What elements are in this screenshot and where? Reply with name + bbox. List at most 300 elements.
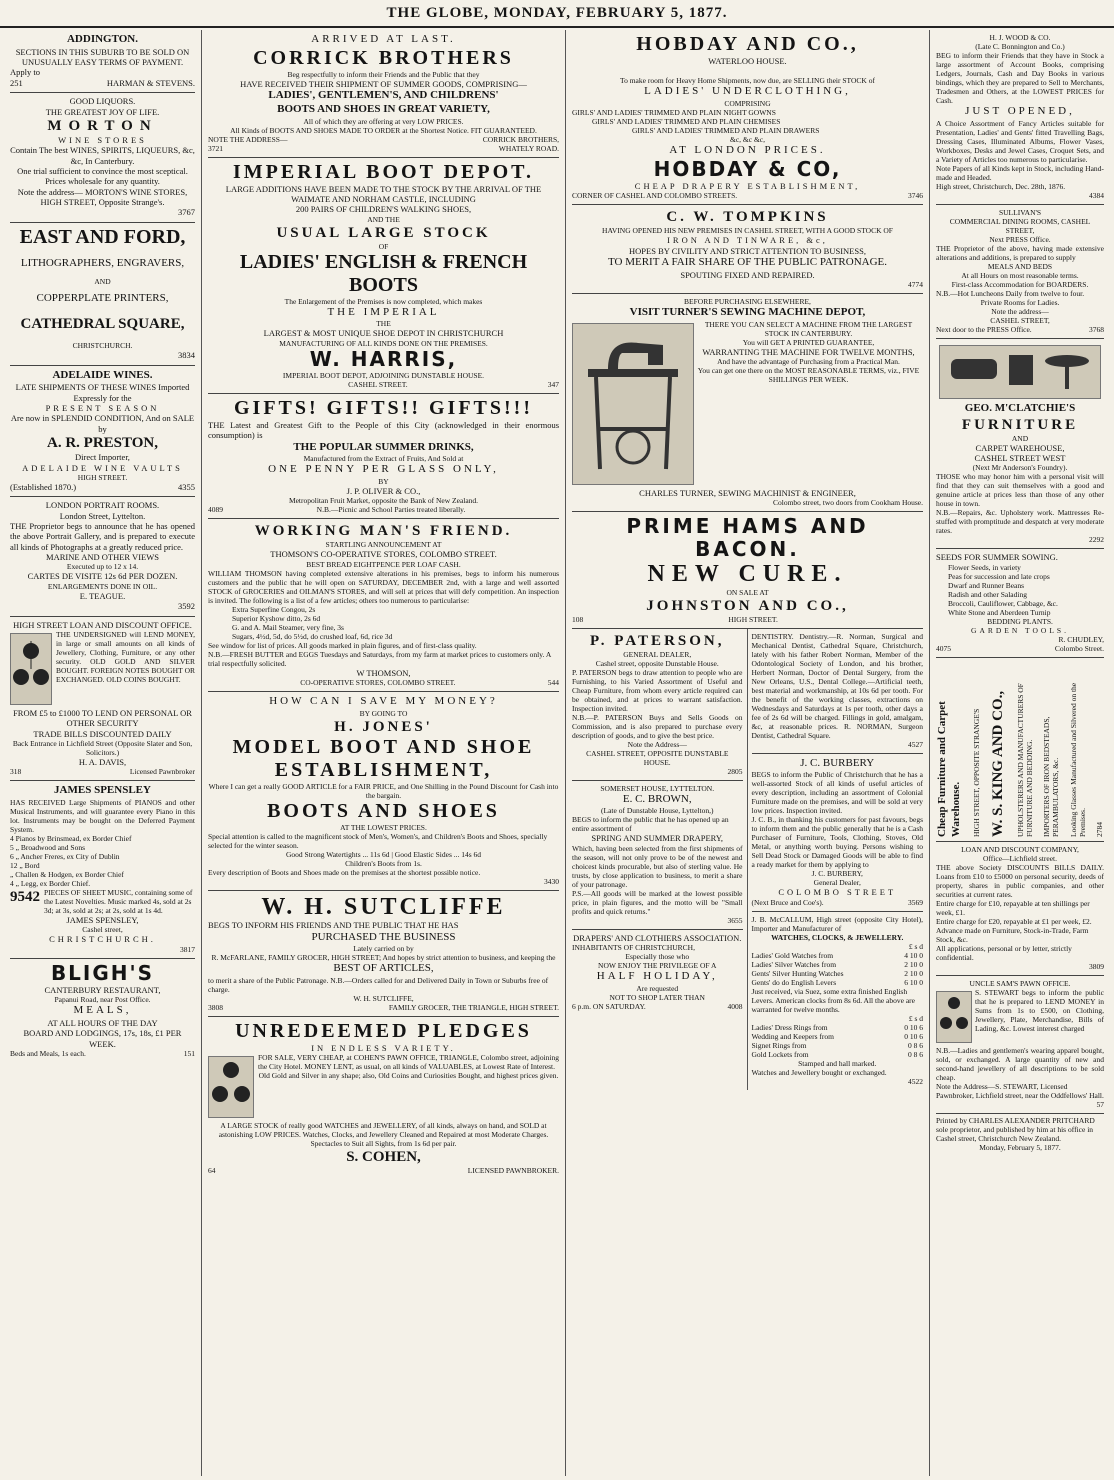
ad-blighs [10,959,195,1062]
ad-name: W THOMSON, [356,667,411,678]
ad-office: Office—Lichfield street. [983,853,1057,863]
ad-role: General Dealer, [813,878,861,888]
ad-name: J. P. OLIVER & CO., [346,486,421,497]
ad-intro: Beg respectfully to inform their Friends and the Public that they [287,69,480,79]
table-row: Ladies' Gold Watches from 4 10 0 [751,950,923,960]
ad-body: THE Proprietor of the above, having made extensive alterations and additions, is prepared to supply [936,243,1104,262]
ad-spring: SPRING AND SUMMER DRAPERY, [591,833,724,844]
ad-the-imperial: THE IMPERIAL [327,305,440,318]
ad-largest: LARGEST & MOST UNIQUE SHOE DEPOT IN CHRISTCHURCH [263,328,504,339]
table-row: Gents' do do English Levers 6 10 0 [751,977,923,987]
ad-usual: USUAL LARGE STOCK [276,224,491,241]
ad-title: LONDON PORTRAIT ROOMS. [45,500,160,511]
ad-address: IMPERIAL BOOT DEPOT, ADJOINING DUNSTABLE HOUSE. [282,370,485,380]
ad-before: BEFORE PURCHASING ELSEWHERE, [684,297,811,307]
ad-turner [572,294,923,512]
ad-bedding: BEDDING PLANTS. [987,616,1053,626]
ad-established: (Established 1870.) [10,481,77,492]
list-item: Radish and other Salading [948,589,1027,599]
ad-cheap: CHEAP DRAPERY ESTABLISHMENT, [634,180,861,191]
ad-note: NOTE THE ADDRESS— [208,134,288,144]
list-item: „ Challen & Hodgen, ex Border Chief [10,870,124,880]
ad-just: Just received, via Suez, some extra finished English Levers. American clocks from 8s 6d. All the above are warranted for twelve months. [751,986,915,1014]
ad-select: THERE YOU CAN SELECT A MACHINE FROM THE LARGEST STOCK IN CANTERBURY. [704,319,913,338]
ad-hours: At all Hours on most reasonable terms. [961,270,1079,280]
ad-bread: BEST BREAD EIGHTPENCE PER LOAF CASH. [306,559,461,569]
ad-somerset [572,781,743,930]
ad-beds: Beds and Meals, 1s each. [10,1048,86,1058]
ad-not: NOT TO SHOP LATER THAN [609,992,705,1002]
ad-road: WHATELY ROAD. [498,143,559,153]
ad-meals: MEALS, [73,1004,132,1017]
ad-enlargement: The Enlargement of the Premises is now completed, which makes [284,296,483,306]
ad-hours: AT ALL HOURS OF THE DAY [47,1017,158,1028]
table-row: Gents' Silver Hunting Watches 2 10 0 [751,968,923,978]
ad-question: HOW CAN I SAVE MY MONEY? [269,695,498,708]
ad-title: Cheap Furniture and Carpet Warehouse. [936,700,962,837]
ad-body: J. B. McCALLUM, High street (opposite City Hotel), Importer and Manufacturer of [751,914,923,933]
ad-pairs: 200 PAIRS OF CHILDREN'S WALKING SHOES, [295,204,472,215]
ad-london: AT LONDON PRICES. [669,144,826,157]
ad-meals: MEALS AND BEDS [987,261,1053,271]
ad-market: Metropolitan Fruit Market, opposite the Bank of New Zealand. [288,496,479,506]
ad-views: MARINE AND OTHER VIEWS [46,552,159,563]
imprint-date: Monday, February 5, 1877. [979,1142,1061,1152]
ad-corner: CORNER OF CASHEL AND COLOMBO STREETS. [572,191,738,201]
price-table-2 [752,1023,924,1059]
ad-number: 3655 [727,915,743,925]
column-1 [4,30,202,1476]
ad-norman [752,629,924,754]
ad-title: UNCLE SAM'S PAWN OFFICE. [969,978,1071,988]
ad-number: 57 [1096,1099,1104,1109]
ad-body: THE Latest and Greatest Gift to the People of this City (acknowledged in their enormous consumption) is [208,419,559,441]
price-table [752,951,924,987]
ad-title: SEEDS FOR SUMMER SOWING. [936,552,1058,563]
ad-importers: IMPORTERS OF IRON BEDSTEADS, PERAMBULATORS, &c. [1042,716,1061,837]
ad-of: OF [378,241,389,251]
ad-and: AND [94,276,111,286]
ad-number: 3721 [208,143,223,153]
column-2 [202,30,566,1476]
ad-previous: R. McFARLANE, FAMILY GROCER, HIGH STREET; And hopes by strict attention to business, and keeping the [211,953,556,963]
ad-season: PRESENT SEASON [45,403,160,414]
ad-title: ADELAIDE WINES. [52,368,153,381]
ad-address: CASHEL STREET, [990,315,1050,325]
ad-vaults: ADELAIDE WINE VAULTS [22,462,183,473]
list-item: 5 „ Broadwood and Sons [10,843,85,853]
ad-line: Are now in SPLENDID CONDITION, And on SALE by [10,413,195,434]
ad-body: P. PATERSON begs to draw attention to people who are Furnishing, to his Varied Assortment of Useful and Cheap Furniture, from whom every article required can be obtained, and at prices to warrant satisfaction. Inspection invited. [572,667,743,713]
ad-room: To make room for Heavy Home Shipments, now due, are SELLING their STOCK of [620,76,875,86]
ad-spouting: SPOUTING FIXED AND REPAIRED. [680,269,815,280]
ad-number: 4522 [908,1076,923,1086]
ad-body-2: J. C. B., in thanking his customers for past favours, begs to inform them and the public generally that he is a Cash Purchaser of Furniture, Tools, Clothing, Stoves, Old Metal, or anything worth buying. Persons wishing to Sell Dead Stock or Damaged Goods will be able to find a ready market for them by applying to [751,815,923,870]
ad-prices: All of which they are offering at very LOW PRICES. [303,116,464,126]
ad-line: COPPERPLATE PRINTERS, [36,291,169,304]
ad-body: LATE SHIPMENTS OF THESE WINES Imported Expressly for the [15,382,190,403]
ad-body: BEGS to inform the public that he has opened up an entire assortment of [572,815,729,834]
ad-name: E. C. BROWN, [622,792,692,805]
ad-advantage: And have the advantage of Purchasing from a Practical Man. [717,357,900,367]
seed-list [936,563,1104,617]
ad-entire: Entire charge for £10, repayable at ten shillings per week, £1. [936,898,1090,917]
ad-nb: N.B.—Picnic and School Parties treated liberally. [316,505,466,515]
ad-pledges [208,1017,559,1179]
ad-next: Next door to the PRESS Office. [936,324,1032,334]
ad-advance: Advance made on Furniture, Stock-in-Trade, Farm Stock, &c. [936,925,1089,944]
ad-title: LOAN AND DISCOUNT COMPANY, [961,844,1079,854]
ad-body: THE above Society DISCOUNTS BILLS DAILY. Loans from £10 to £5000 on personal security, deeds of property, shares in public companies, and other securities at current rates. [936,862,1104,899]
ad-body: Contain The best WINES, SPIRITS, LIQUEURS, &c, &c, In Canterbury. [10,145,195,166]
ad-requested: Are requested [636,983,679,993]
ad-number: 4089 [208,505,223,515]
ad-just-opened: JUST OPENED, [965,105,1075,117]
ad-chudley [936,549,1104,657]
ad-best: BEST OF ARTICLES, [333,962,434,975]
ad-body-2: Which, having been selected from the first shipments of the season, will not only prove to be of the newest and choicest kinds procurable, but also of sterling value. He trusts, by close application to business, to merit a share of your patronage. [572,843,743,889]
ad-number: 151 [183,1048,195,1058]
ad-agent: HARMAN & STEVENS. [106,77,195,88]
list-item: 4 Pianos by Brinsmead, ex Border Chief [10,834,132,844]
ad-subtitle: London Street, Lyttelton. [59,510,146,521]
ad-spensley [10,781,195,958]
ad-late: (Late of Dunstable House, Lyttelton,) [601,806,714,816]
ad-title: PRIME HAMS AND BACON. [626,514,869,562]
ad-number: 251 [10,77,23,88]
ad-nb: N.B.—FRESH BUTTER and EGGS Tuesdays and Saturdays, from my farm at market prices to customers only. A trial respectfully solicited. [208,649,551,668]
ad-address: Colombo street, two doors from Cookham House. [773,498,923,508]
ad-street: CASHEL STREET WEST [974,452,1066,463]
ad-split-row [572,629,923,1090]
table-row: Ladies' Silver Watches from 2 10 0 [751,959,923,969]
pawn-balls-icon [208,1056,254,1118]
ad-going: BY GOING TO [359,708,408,718]
ad-now: NOW ENJOY THE PRIVILEGE OF A [598,961,717,971]
ad-role: Licensed Pawnbroker [129,767,195,777]
ad-apply: Apply to [10,67,40,78]
ad-number: 3746 [908,191,923,201]
column-4 [930,30,1110,1476]
ad-title: ADDINGTON. [66,33,138,45]
ad-cartes: CARTES DE VISITE 12s 6d PER DOZEN. [27,571,178,582]
ad-street: HIGH STREET. [728,614,778,624]
ad-guarantee: You will GET A PRINTED GUARANTEE, [742,337,875,347]
ad-address: FAMILY GROCER, THE TRIANGLE, HIGH STREET. [388,1003,559,1013]
ad-title: CANTERBURY RESTAURANT, [44,984,161,995]
ad-number: 3767 [178,207,195,218]
ad-logo: W. HARRIS, [309,346,458,371]
ad-tools: GARDEN TOOLS. [971,625,1069,635]
ad-boots: BOOTS AND SHOES [267,799,500,822]
ad-number: 3768 [1089,324,1104,334]
ad-logo: HOBDAY & CO, [653,156,842,181]
ad-board: BOARD AND LODGINGS, 17s, 18s, £1 PER WEEK. [23,1028,182,1049]
ad-startling: STARTLING ANNOUNCEMENT AT [325,540,442,550]
list-item: Sugars, 4½d, 5d, do 5½d, do crushed loaf, 6d, rice 3d [232,631,393,641]
ad-body-2: A Choice Assortment of Fancy Articles suitable for Presentation, Ladies' and Gents' fitted Travelling Bags, Dressing Cases, Illuminated Albums, Flower Vases, Workboxes, Desks and Jewel Cases, Croquet Sets, and a Variety of Articles too numerous to particularise. [936,118,1104,164]
ad-title: J. C. BURBERY [800,756,875,769]
ad-music: PIECES OF SHEET MUSIC, containing some of the Latest Novelties. Music marked 4s, sold at 2s 3d; at 3s, sold at 2s; at 2s, sold at 1s 4d. [44,888,193,916]
ad-hams [572,512,923,628]
ad-near: (Next Bruce and Coe's). [751,897,824,907]
ad-title: WATCHES, CLOCKS, & JEWELLERY. [771,932,904,942]
ad-note: One trial sufficient to convince the most sceptical. Prices wholesale for any quantity. [17,165,188,187]
ad-note: Note the address— [991,306,1049,316]
ad-hopes: HOPES BY CIVILITY AND STRICT ATTENTION TO BUSINESS, [629,245,866,256]
list-item: Dwarf and Runner Beans [948,580,1025,590]
ad-nb: N.B.—P. PATERSON Buys and Sells Goods on Commission, and is also prepared to purchase every description of goods, and to give the best price. [572,712,743,740]
ad-number: 3592 [178,601,195,612]
ad-name: W. S. KING AND CO., [990,690,1007,837]
ad-address: High street, Christchurch, Dec. 28th, 1876. [936,181,1066,191]
ad-line: LITHOGRAPHERS, ENGRAVERS, [20,256,185,269]
ad-corrick [208,30,559,158]
ad-sullivan [936,205,1104,339]
ad-number: 318 [10,767,22,777]
ad-glasses: Looking Glasses Manufactured and Silvered on the Premises. [1068,682,1087,837]
ad-mccallum [752,912,924,1090]
ad-enlargements: ENLARGEMENTS DONE IN OIL. [47,581,158,591]
ad-merit: to merit a share of the Public Patronage. N.B.—Orders called for and Delivered Daily in Town or Suburbs free of charge. [208,976,549,995]
ad-gifts [208,394,559,520]
ad-title: VISIT TURNER'S SEWING MACHINE DEPOT, [629,306,866,319]
ad-east-ford [10,223,195,366]
ad-number: 544 [547,678,559,688]
ad-jones [208,692,559,891]
table-row: Ladies' Dress Rings from 0 10 6 [751,1022,923,1032]
ad-nb: N.B.—Hot Luncheons Daily from twelve to four. [936,288,1085,298]
list-item: Peas for succession and late crops [948,571,1050,581]
ad-body: LARGE ADDITIONS HAVE BEEN MADE TO THE STOCK BY THE ARRIVAL OF THE WAIMATE AND NORHAM CASTLE, INCLUDING [225,183,542,204]
ad-body: S. STEWART begs to inform the public that he is prepared to LEND MONEY in Sums from 1s to £500, on Clothing, Jewellery, Plate, Merchandise, Bills of Lading, &c. Lowest interest charged [975,987,1104,1033]
ad-boots: LADIES' ENGLISH & FRENCH BOOTS [239,250,528,296]
ad-note: Note the Address—S. STEWART, Licensed Pawnbroker, Lichfield street, near the Oddfellows' Hall. [936,1081,1104,1100]
ad-number: 347 [547,379,559,389]
ad-title: P. PATERSON, [590,632,725,649]
ad-body: THE UNDERSIGNED will LEND MONEY, in large or small amounts on all kinds of Jewellery, Clothing, Furniture, or any other security. OLD GOLD AND SILVER BOUGHT. FOREIGN NOTES BOUGHT OR EXCHANGED. OLD COINS BOUGHT. [56,629,195,684]
ad-adelaide-wines [10,366,195,498]
ad-manufactured: Manufactured from the Extract of Fruits, And Sold at [303,454,464,464]
ad-body: INHABITANTS OF CHRISTCHURCH, [572,943,695,953]
ad-comprising: COMPRISING [724,99,771,109]
ad-title: GEO. M'CLATCHIE'S [964,401,1076,414]
piano-list [10,834,195,888]
ad-boots: BOOTS AND SHOES IN GREAT VARIETY, [277,102,490,115]
ad-title: JAMES SPENSLEY [54,784,151,797]
ad-begs: BEGS TO INFORM HIS FRIENDS AND THE PUBLIC THAT HE HAS [208,920,459,931]
ad-number: 3834 [178,350,195,361]
ad-sale: ON SALE AT [726,587,769,597]
ad-title: WORKING MAN'S FRIEND. [254,523,513,540]
ad-entire-2: Entire charge for £20, repayable at £1 per week, £2. [936,916,1092,926]
ad-iron: IRON AND TINWARE, &c, [667,235,828,246]
ad-stamped: Stamped and hall marked. [798,1058,877,1068]
ad-number: 4774 [908,280,923,290]
ad-head: GOOD LIQUORS. [69,96,136,107]
ad-name: CHARLES TURNER, SEWING MACHINIST & ENGINEER, [639,487,856,498]
ad-body: THOSE who may honor him with a personal visit will find that they can suit themselves with a good and genuine article at prices less than those of any other house in town. [936,472,1104,509]
ad-role: Direct Importer, [75,452,130,463]
ad-signature: W. H. SUTCLIFFE, [353,994,414,1004]
ad-number: 4008 [727,1001,743,1011]
table-row: Wedding and Keepers from 0 10 6 [751,1031,923,1041]
ad-near: (Next Mr Anderson's Foundry). [972,463,1068,473]
ad-address: Cashel street, opposite Dunstable House. [595,658,719,668]
ad-body: THE Proprietor begs to announce that he has opened the above Portrait Gallery, and is prepared to execute all kinds of Photographs at a greatly reduced price. [10,520,195,552]
list-item: G. and A. Mail Steamer, very fine, 3s [232,622,344,632]
ad-title: MODEL BOOT AND SHOE ESTABLISHMENT, [232,735,535,781]
ad-number: 3817 [180,944,195,954]
ad-by: BY [378,477,389,487]
ad-body: HAVE RECEIVED THEIR SHIPMENT OF SUMMER GOODS, COMPRISING— [240,78,527,89]
ad-address: Papanui Road, near Post Office. [54,995,151,1005]
ad-the: THE [376,319,391,329]
ad-window: See window for list of prices. All goods marked in plain figures, and of first-class quality. [208,640,477,650]
ad-list: Good Strong Watertights ... 11s 6d | Good Elastic Sides ... 14s 6d [285,849,482,859]
ad-made: Every description of Boots and Shoes made on the premises at the shortest possible notice. [208,867,481,877]
ad-city: CHRISTCHURCH. [72,341,133,351]
ad-working-mans-friend [208,519,559,692]
ad-place: CATHEDRAL SQUARE, [20,316,185,333]
ad-street: CASHEL STREET. [348,379,408,389]
ad-number: 2784 [1094,821,1104,837]
table-row: Signet Rings from 0 8 6 [751,1040,923,1050]
ad-title: HOBDAY AND CO., [636,33,859,55]
ad-burbery [752,754,924,912]
ad-body: BEGS to inform the Public of Christchurch that he has a well-assorted Stock of all kinds of useful articles of every description, including an assortment of Colonial Furniture made on the premises, and will be sold at very low prices. Inspection invited. [751,770,923,816]
ad-nb: N.B.—Repairs, &c. Upholstery work. Mattresses Re-stuffed with promptitude and despatch at very moderate rates. [936,508,1104,536]
list-item: White Stone and Aberdeen Turnip [948,607,1051,617]
music-count: 9542 [10,889,40,906]
ad-body: HAVING OPENED HIS NEW PREMISES IN CASHEL STREET, WITH A GOOD STOCK OF [602,226,893,236]
ad-tagline: THE GREATEST JOY OF LIFE. [45,106,160,117]
ad-private: Private Rooms for Ladies. [980,297,1060,307]
furniture-icon [939,345,1101,399]
ad-body: WILLIAM THOMSON having completed extensive alterations in his premises, begs to inform his numerous customers and the public that he will open on SATURDAY, DECEMBER 2nd, with a large and well assorted STOCK of GROCERIES and OILMAN'S STORES, and will sell at prices that will defy competition. An inspection is invited. The following is a list of a few articles; others too numerous to particularise: [208,568,559,605]
ad-name: R. CHUDLEY, [1058,634,1104,644]
ad-name: JOHNSTON AND CO., [646,597,849,614]
ad-penny: ONE PENNY PER GLASS ONLY, [268,463,499,476]
ad-half: HALF HOLIDAY, [596,970,718,983]
ad-street: Colombo Street. [1054,643,1104,653]
ad-street: HIGH STREET. [77,472,128,482]
ad-number: 3569 [908,897,923,907]
table-row: Gold Lockets from 0 8 6 [751,1049,923,1059]
ad-note: Note Papers of all Kinds kept in Stock, including Hand-made and Headed. [936,163,1104,182]
ad-number: 64 [208,1166,216,1176]
ad-address: CO-OPERATIVE STORES, COLOMBO STREET. [300,678,456,688]
ad-hobday [572,30,923,205]
ad-portrait-rooms [10,497,195,616]
ad-and: AND [1011,433,1029,443]
ad-applications: All applications, personal or by letter, strictly confidential. [936,943,1072,962]
pawn-balls-icon [10,633,52,705]
ad-number: 108 [572,614,584,624]
ad-body: FOR SALE, VERY CHEAP, at COHEN'S PAWN OFFICE, TRIANGLE, Colombo street, adjoining the City Hotel. MONEY LENT, as usual, on all kinds of VALUABLES, at Lowest Rate of Interest. [258,1053,559,1072]
ad-order: All Kinds of BOOTS AND SHOES MADE TO ORDER at the Shortest Notice. FIT GUARANTEED. [230,125,537,135]
ad-drapers [572,930,743,1015]
ad-imperial-boot [208,158,559,394]
ad-back-entrance: Back Entrance in Lichfield Street (Opposite Slater and Son, Solicitors.) [12,738,193,757]
ad-near: Next PRESS Office. [989,234,1051,244]
ad-name: SULLIVAN'S [998,207,1042,217]
ad-ps: P.S.—All goods will be marked at the lowest possible price, in plain figures, and the motto will be "Small profits and quick returns." [572,888,743,916]
list-item: GIRLS' AND LADIES' TRIMMED AND PLAIN NIGHT GOWNS [572,108,776,118]
ad-bought: Watches and Jewellery bought or exchanged. [751,1067,887,1077]
ad-street: Cashel street, [82,925,123,935]
price-list [208,605,559,641]
ad-king [936,658,1104,842]
ad-body: Where I can get a really GOOD ARTICLE for a FAIR PRICE, and One Shilling in the Pound Discount for Cash into the bargain. [208,781,559,800]
ad-number: 3809 [1089,961,1104,971]
ad-lowest: AT THE LOWEST PRICES. [340,822,427,832]
ad-subtitle: WINE STORES [58,134,147,145]
ad-body: SECTIONS IN THIS SUBURB TO BE SOLD ON UNUSUALLY EASY TERMS OF PAYMENT. [15,46,190,68]
ad-trade-bills: TRADE BILLS DISCOUNTED DAILY [33,728,172,739]
imprint-body: Printed by CHARLES ALEXANDER PRITCHARD sole proprietor, and published by him at his office in Cashel street, Christchurch New Zealand. [936,1115,1095,1143]
list-item: 6 „ Ancher Freres, ex City of Dublin [10,852,120,862]
list-item: Extra Superfine Congou, 2s [232,604,316,614]
ad-loan-office [10,617,195,782]
item-list [572,108,923,135]
ad-underclothing: LADIES' UNDERCLOTHING, [644,85,851,98]
ad-note: Note the Address— [627,739,687,749]
list-item: Broccoli, Cauliflower, Cabbage, &c. [948,598,1058,608]
ad-special: Special attention is called to the magnificent stock of Men's, Women's, and Children's Boots and Shoes, specially selected for the winter season. [208,831,548,850]
ad-title: C. W. TOMPKINS [666,209,829,226]
ad-street: COLOMBO STREET [778,887,897,898]
ad-paterson [572,629,743,781]
ad-tompkins [572,205,923,294]
ad-number: 4355 [178,481,195,492]
ad-title: EAST AND FORD, [19,225,186,248]
ad-number: 4527 [908,739,923,749]
ad-furniture: FURNITURE [961,416,1079,433]
ad-title: UNREDEEMED PLEDGES [235,1020,532,1043]
ad-goods: LADIES', GENTLEMEN'S, AND CHILDRENS' [268,89,499,102]
ad-role: UPHOLSTERERS AND MANUFACTURERS OF FURNITURE AND BEDDING. [1015,682,1034,837]
ad-title: H. J. WOOD & CO. [989,33,1051,42]
ad-number: 2292 [1089,535,1104,545]
ad-terms: You can get one there on the MOST REASONABLE TERMS, viz., FIVE SHILLINGS PER WEEK. [697,366,920,385]
ad-name: A. R. PRESTON, [47,435,158,452]
ad-title: HIGH STREET LOAN AND DISCOUNT OFFICE. [13,619,192,630]
ad-name: JAMES SPENSLEY, [66,915,139,926]
ad-signature: J. C. BURBERY, [811,869,863,879]
ad-especially: Especially those who [625,952,690,962]
ad-lately: Lately carried on by [353,944,414,954]
ad-body: DENTISTRY. Dentistry.—R. Norman, Surgical and Mechanical Dentist, Cathedral Square, Christchurch, lately with his father Robert Norman, Member of the Odontological Society of London, and his brother, Herbert Norman, Doctor of Dental Surgery, from the New Orleans, U.S., Dental College.—Artificial teeth, best material and workmanship, at 10s 6d per tooth. For the benefit of the working classes, extractions on Wednesdays and Saturdays at 1s per tooth, other days a fee of 2s 6d will be charged. Fillings in gold, amalgam, &c, at reasonable prices. R. NORMAN, Surgeon Dentist, Cathedral Square. [751,631,923,740]
ad-name: E. TEAGUE. [79,590,126,601]
ad-wood [936,30,1104,205]
ad-name: H. JONES' [334,718,433,735]
ad-title: GIFTS! GIFTS!! GIFTS!!! [233,396,534,419]
ad-time: 6 p.m. ON SATURDAY. [572,1001,646,1011]
ad-street: HIGH STREET, OPPOSITE STRANGE'S [971,708,981,837]
ad-first: First-class Accommodation for BOARDERS. [951,279,1089,289]
ad-late: (Late C. Bonnington and Co.) [975,42,1065,51]
ad-mcclatchie [936,339,1104,549]
ad-loan-range: FROM £5 to £1000 TO LEND ON PERSONAL OR OTHER SECURITY [13,707,192,729]
list-item: GIRLS' AND LADIES' TRIMMED AND PLAIN CHEMISES [592,117,781,127]
list-item: 12 „ Bord [10,861,40,871]
ad-sutcliffe [208,891,559,1017]
list-item: 4 „ Legg, ex Border Chief. [10,879,91,889]
ad-body: BEG to inform their Friends that they have in Stock a large assortment of Account Books, comprising Ledgers, Journals, Cash and Day Books in various bindings, which they are prepared to Sell to Merchants, Tradesmen and Others, at the LOWEST PRICES for Cash. [936,51,1104,105]
ad-name: H. A. DAVIS, [78,756,127,767]
ad-carpet: CARPET WAREHOUSE, [975,442,1065,453]
